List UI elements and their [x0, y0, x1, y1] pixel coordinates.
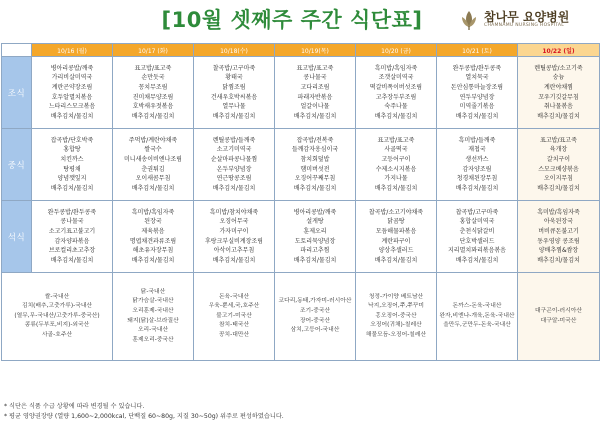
dish-item: 순살마파콩나물찜 — [210, 155, 258, 163]
dish-item: 연근땅콩조림 — [216, 175, 252, 183]
day-header: 10/17 (화) — [113, 44, 194, 57]
dish-item: 병아리콩밥/깨죽 — [293, 208, 337, 216]
dish-item: 도토리묵양념장 — [294, 237, 336, 245]
dish-item: 건새우호박씨볶음 — [210, 93, 258, 101]
origin-row — [2, 273, 600, 361]
dish-item: 배추김치/물김치 — [50, 184, 94, 192]
dish-item: 배추김치/물김치 — [537, 112, 580, 120]
dish-item: 병아리콩밥/깨죽 — [50, 64, 94, 72]
dish-item: 흑미밥/흑임자죽 — [374, 64, 418, 72]
dish-item: 찹곡밥/고구마죽 — [455, 208, 499, 216]
meal-cell — [113, 129, 194, 201]
origin-line: 오리-국내산 — [137, 327, 169, 334]
origin-line: 불고기-미국산 — [216, 312, 252, 319]
logo-subtitle: CHAMNAMU NURSING HOSPITAL — [484, 23, 565, 29]
dish-item: 배추김치/물김치 — [212, 112, 256, 120]
dish-item: 표고밥/표고죽 — [540, 136, 577, 144]
origin-cell — [356, 273, 437, 361]
dish-item: 잡곡밥/단호박죽 — [50, 136, 94, 144]
origin-line: 오징어(귀채)-칠레산 — [370, 322, 422, 329]
origin-line: 삼치,고등어-국내산 — [290, 327, 340, 334]
origin-line: 오리훈제-국내산 — [132, 307, 174, 314]
dish-item: 돈안심통마늘장조림 — [450, 83, 504, 91]
dish-item: 들깨감자옹심이국 — [291, 146, 339, 154]
origin-line: 김치(배추,고춧가루)-국내산 — [21, 303, 93, 310]
meal-row — [2, 57, 600, 129]
dish-item: 가리비살미역국 — [51, 74, 93, 82]
dish-item: 배추김치/물김치 — [293, 112, 337, 120]
meal-cell — [194, 201, 275, 273]
dish-item: 햄미버섯전 — [300, 165, 330, 173]
meal-cell — [356, 57, 437, 129]
title-bar — [140, 4, 444, 34]
dish-item: 흑미밥/흑임자죽 — [537, 208, 580, 216]
dish-item: 양배추찜&쌈장 — [538, 247, 579, 255]
dish-item: 렌틸콩밥/들깨죽 — [212, 136, 256, 144]
dish-item: 제육볶음 — [141, 227, 165, 235]
dish-item: 아삭이고추무침 — [213, 247, 255, 255]
header-corner — [2, 44, 32, 57]
dish-item: 사골떡국 — [384, 146, 408, 154]
note-line: * 평균 영양권장량 (열량 1,600~2,000kcal, 단백질 60~80g, 지질 30~50g) 위주로 편성하였습니다. — [4, 413, 284, 420]
dish-item: 주먹밥/계란야채죽 — [128, 136, 178, 144]
dish-item: 황태국 — [225, 74, 243, 82]
origin-line: 해물모듬-오징어-칠레산 — [365, 331, 427, 338]
meal-cell — [32, 129, 113, 201]
dish-item: 배추김치/물김치 — [455, 112, 499, 120]
dish-item: 모듬해물파볶음 — [375, 227, 417, 235]
meal-cell — [437, 201, 518, 273]
dish-item: 양상추샐러드 — [378, 247, 414, 255]
dish-item: 완두콩밥/완두콩죽 — [47, 208, 97, 216]
dish-item: 렌틸콩밥/소고기죽 — [534, 64, 583, 72]
origin-line: 코다리,동태,가자미-러시아산 — [278, 298, 352, 305]
meal-row — [2, 201, 600, 273]
meal-cell — [518, 129, 600, 201]
dish-item: 생선까스 — [465, 155, 489, 163]
dish-item: 배추김치/물김치 — [131, 184, 175, 192]
dish-item: 배추김치/물김치 — [293, 256, 337, 264]
dish-item: 배추김치/물김치 — [537, 256, 580, 264]
dish-item: 미역줄기볶음 — [459, 103, 495, 111]
dish-item: 오이새콤무침 — [135, 175, 171, 183]
dish-item: 청경채된장무침 — [456, 175, 498, 183]
origin-cell — [2, 273, 113, 361]
meal-label: 조식 — [2, 57, 32, 129]
dish-item: 감자양파볶음 — [54, 237, 90, 245]
dish-item: 표고밥/표고죽 — [296, 64, 334, 72]
meal-cell — [113, 201, 194, 273]
dish-item: 찹곡밥/소고기야채죽 — [368, 208, 424, 216]
dish-item: 표고밥/표고죽 — [377, 136, 415, 144]
origin-line: 완자,비엔나-개육,돈육-국내산 — [439, 312, 515, 319]
dish-item: 치킨까스 — [60, 155, 84, 163]
note-line: * 식단은 식품 수급 상황에 따라 변경될 수 있습니다. — [4, 403, 145, 410]
dish-item: 고추장두부조림 — [375, 93, 417, 101]
dish-item: 오징어무국 — [219, 218, 249, 226]
origin-line: 장어-중국산 — [299, 317, 331, 324]
dish-item: 배추김치/물김치 — [537, 184, 580, 192]
dish-item: 단호박샐러드 — [459, 237, 495, 245]
dish-item: 흑미밥/흑임자죽 — [131, 208, 175, 216]
dish-item: 갈치구이 — [546, 155, 571, 163]
day-header: 10/19(목) — [275, 44, 356, 57]
dish-item: 닭찜조림 — [222, 83, 246, 91]
dish-item: 브로컬리초고추장 — [48, 247, 96, 255]
page-title: [10월 셋째주 주간 식단표] — [161, 8, 423, 32]
dish-item: 훈제오리 — [303, 227, 327, 235]
dish-item: 닭곰탕 — [387, 218, 405, 226]
origin-line: 돈까스-돈육-국내산 — [452, 303, 502, 310]
origin-cell — [518, 273, 600, 361]
dish-item: 진미채무양조림 — [132, 93, 174, 101]
dish-item: 취나물볶음 — [544, 103, 573, 111]
origin-line: 훈제오리-중국산 — [132, 336, 174, 343]
origin-line: 우육-뿐세,국,호주산 — [208, 303, 260, 310]
dish-item: 고다리조림 — [300, 83, 330, 91]
dish-item: 가지나물 — [384, 175, 408, 183]
meal-cell — [275, 129, 356, 201]
meal-cell — [356, 201, 437, 273]
meal-cell — [356, 129, 437, 201]
origin-line: (열무,무-국내산/고춧가루-중국산) — [14, 312, 100, 319]
dish-item: 배추김치/물김치 — [455, 184, 499, 192]
origin-line: 청정-가이양 베트남산 — [368, 293, 424, 300]
dish-item: 잡곡밥/전복죽 — [296, 136, 334, 144]
dish-item: 배추김치/물김치 — [374, 256, 418, 264]
dish-item: 배추김치/물김치 — [50, 256, 94, 264]
dish-item: 숭늉 — [552, 74, 565, 82]
dish-item: 육개장 — [549, 146, 568, 154]
origin-line: 조기-중국산 — [299, 307, 331, 314]
dish-item: 콩나물국 — [60, 218, 84, 226]
leaf-logo-icon — [458, 9, 480, 31]
origin-line: 돼지(닭)살-브라질산 — [127, 317, 179, 324]
dish-item: 꽁치무조림 — [138, 83, 168, 91]
dish-item: 표고밥/표고죽 — [134, 64, 172, 72]
origin-line: 참치-태국산 — [218, 322, 250, 329]
dish-item: 배추김치/물김치 — [212, 184, 256, 192]
dish-item: 명엽채견과류조림 — [129, 237, 177, 245]
dish-item: 콩나물국 — [303, 74, 327, 82]
dish-item: 배추김치/물김치 — [50, 112, 94, 120]
dish-item: 재첩국 — [468, 146, 486, 154]
origin-cell — [275, 273, 356, 361]
dish-item: 양념깻잎지 — [57, 175, 87, 183]
dish-item: 배추김치/물김치 — [212, 256, 256, 264]
origin-line: 돈육-국내산 — [218, 293, 250, 300]
dish-item: 찰곡밥/고구마죽 — [212, 64, 256, 72]
dish-item: 고등어구이 — [381, 155, 411, 163]
dish-item: 조갯살미역국 — [378, 74, 414, 82]
dish-item: 배추김치/물김치 — [374, 112, 418, 120]
dish-item: 춘권튀김 — [141, 165, 165, 173]
dish-item: 동우영양 콩조림 — [537, 237, 580, 245]
dish-item: 얼갈이나물 — [300, 103, 330, 111]
dish-item: 손만둣국 — [141, 74, 165, 82]
dish-item: 춘천식닭갈비 — [459, 227, 495, 235]
dish-item: 소고기표고불고기 — [48, 227, 96, 235]
dish-item: 흑미밥/들깨죽 — [458, 136, 496, 144]
meal-cell — [32, 57, 113, 129]
origin-line: 콩류(두부포,비지)-외국산 — [24, 322, 90, 329]
dish-item: 파리고추찜 — [300, 247, 330, 255]
dish-item: 숙주나물 — [384, 103, 408, 111]
dish-item: 소고기미역국 — [216, 146, 252, 154]
origin-cell — [113, 273, 194, 361]
day-header: 10/21 (토) — [437, 44, 518, 57]
hospital-logo — [458, 8, 569, 32]
dish-item: 호두알멸치볶음 — [51, 93, 93, 101]
dish-item: 완두콩밥/완두콩죽 — [452, 64, 502, 72]
dish-item: 지리멸치꽈리볶음볶음 — [448, 247, 506, 255]
origin-line: 꽁치-대만산 — [218, 331, 250, 338]
meal-cell — [275, 57, 356, 129]
dish-item: 후랑크부실비계장조림 — [205, 237, 263, 245]
dish-item: 배추김치/물김치 — [293, 184, 337, 192]
meal-cell — [518, 57, 600, 129]
dish-item: 배추김치/물김치 — [374, 184, 418, 192]
meal-cell — [194, 129, 275, 201]
dish-item: 가자미구이 — [219, 227, 249, 235]
day-header-sunday: 10/22 (일) — [518, 44, 600, 57]
meal-row — [2, 129, 600, 201]
day-header-row — [2, 44, 600, 57]
dish-item: 수제소시지볶음 — [375, 165, 417, 173]
dish-item: 떡갈비폭이버섯조림 — [369, 83, 423, 91]
dish-item: 계란야채찜 — [544, 83, 573, 91]
dish-item: 설게탕 — [306, 218, 324, 226]
dish-item: 홍합살미역국 — [459, 218, 495, 226]
origin-cell — [194, 273, 275, 361]
dish-item: 호박새우젓볶음 — [132, 103, 174, 111]
dish-item: 온두부양념장 — [216, 165, 252, 173]
day-header: 10/18(수) — [194, 44, 275, 57]
origin-line: 을만두,군만두-돈육-국내산 — [443, 322, 511, 329]
dish-item: 배추김치/물김치 — [131, 256, 175, 264]
origin-line: 닭-국내산 — [140, 288, 166, 295]
dish-item: 배추김치/물김치 — [455, 256, 499, 264]
origin-cell — [437, 273, 518, 361]
meal-plan-table — [1, 43, 600, 361]
meal-label: 석식 — [2, 201, 32, 273]
dish-item: 아욱된장국 — [544, 218, 573, 226]
origin-line: 쌀-국내산 — [44, 293, 70, 300]
dish-item: 버비큐돈불고기 — [538, 227, 579, 235]
dish-item: 열무나물 — [222, 103, 246, 111]
dish-item: 배추김치/물김치 — [131, 112, 175, 120]
day-header: 10/20 (금) — [356, 44, 437, 57]
dish-item: 해초유자장무침 — [132, 247, 174, 255]
dish-item: 홍합탕 — [63, 146, 81, 154]
dish-item: 오이지무침 — [544, 175, 573, 183]
origin-line: 닭가슴살-국내산 — [132, 298, 174, 305]
dish-item: 미니새송이비엔나조림 — [124, 155, 182, 163]
dish-item: 느타리스모크볶음 — [48, 103, 96, 111]
dish-item: 파래자반볶음 — [297, 93, 333, 101]
meal-cell — [32, 201, 113, 273]
dish-item: 흑미밥/참치야채죽 — [209, 208, 259, 216]
meal-label: 중식 — [2, 129, 32, 201]
logo-name: 참나무 요양병원 — [484, 10, 570, 25]
dish-item: 열치묵국 — [465, 74, 489, 82]
meal-cell — [437, 57, 518, 129]
dish-item: 연두부양념장 — [459, 93, 495, 101]
dish-item: 꼬우기깃갈무침 — [538, 93, 579, 101]
origin-line: 낙지,오징어,쭈,쭈꾸미 — [368, 303, 424, 310]
meal-cell — [113, 57, 194, 129]
meal-cell — [275, 201, 356, 273]
dish-item: 스모크베샹볶음 — [538, 165, 579, 173]
meal-cell — [437, 129, 518, 201]
meal-cell — [194, 57, 275, 129]
notes — [4, 402, 596, 422]
dish-item: 참치회덮밥 — [300, 155, 330, 163]
dish-item: 쌀국수 — [144, 146, 162, 154]
dish-item: 감자양조림 — [462, 165, 492, 173]
dish-item: 계란곤약장조림 — [51, 83, 93, 91]
dish-item: 탕평채 — [63, 165, 81, 173]
origin-line: 홍오징어-중국산 — [375, 312, 417, 319]
day-header: 10/16 (월) — [32, 44, 113, 57]
dish-item: 오징어꾸째무침 — [294, 175, 336, 183]
origin-line: 대구알-미국산 — [540, 317, 577, 324]
origin-line: 대구곤이-러시아산 — [535, 307, 582, 314]
dish-item: 된장국 — [144, 218, 162, 226]
dish-item: 계란파구이 — [381, 237, 411, 245]
meal-cell — [518, 201, 600, 273]
origin-line: 사골-호주산 — [41, 331, 73, 338]
